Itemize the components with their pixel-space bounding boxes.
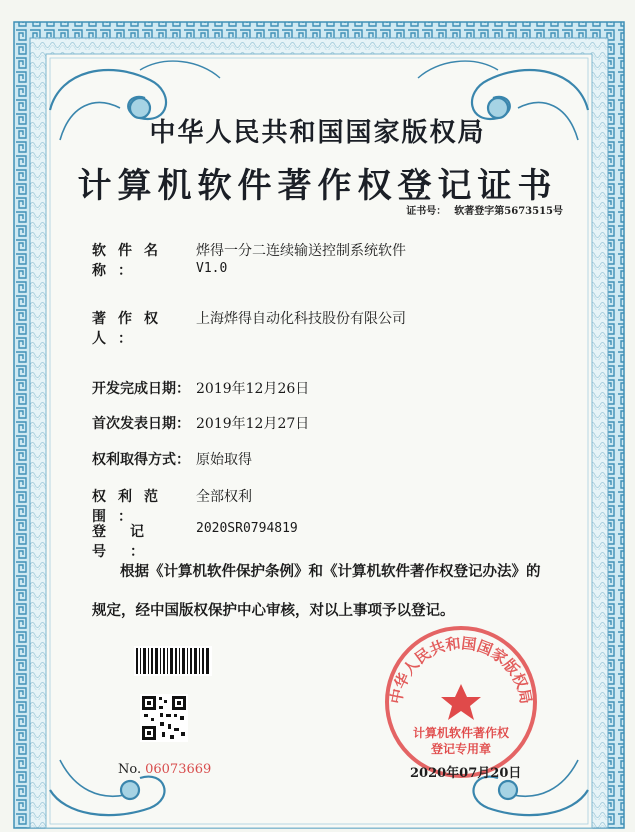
certificate-title: 计算机软件著作权登记证书 <box>77 166 558 206</box>
copyright-holder-value: 上海烨得自动化科技股份有限公司 <box>196 311 406 327</box>
dev-completed-label: 开发完成日期： <box>92 381 190 397</box>
software-name-value: 烨得一分二连续输送控制系统软件 <box>196 243 406 259</box>
first-published-value: 2019年12月27日 <box>196 416 310 432</box>
qr-code <box>140 694 188 742</box>
row-dev-completed <box>92 378 309 398</box>
copyright-holder-label: 著作权人： <box>92 311 170 347</box>
serial-number-value: 06073669 <box>145 762 212 777</box>
serial-number <box>118 762 211 777</box>
statement-line-2: 规定，经中国版权保护中心审核，对以上事项予以登记。 <box>92 602 455 619</box>
row-software-name <box>92 240 406 280</box>
certificate-number-label: 证书号： <box>406 206 447 217</box>
serial-number-label: No. <box>118 762 142 777</box>
registration-label: 登记号： <box>92 524 168 560</box>
row-first-published <box>92 413 309 433</box>
row-acquisition <box>92 449 252 469</box>
row-scope <box>92 486 252 526</box>
barcode <box>134 646 212 676</box>
acquisition-label: 权利取得方式： <box>92 452 190 468</box>
scope-value: 全部权利 <box>196 489 252 505</box>
issuer-heading: 中华人民共和国国家版权局 <box>149 118 486 148</box>
software-name-label: 软件名称： <box>92 243 170 279</box>
certificate-number-value: 软著登字第5673515号 <box>454 206 563 217</box>
first-published-label: 首次发表日期： <box>92 416 190 432</box>
row-copyright-holder <box>92 308 406 348</box>
seal-line-2: 登记专用章 <box>430 742 491 756</box>
acquisition-value: 原始取得 <box>196 452 252 468</box>
software-version-value: V1.0 <box>196 261 228 276</box>
issue-date: 2020年07月20日 <box>410 766 522 781</box>
seal-line-1: 计算机软件著作权 <box>412 726 509 740</box>
seal-arc-text: 中华人民共和国国家版权局 <box>386 634 536 706</box>
scope-label: 权利范围： <box>92 489 170 525</box>
registration-value: 2020SR0794819 <box>196 521 298 536</box>
dev-completed-value: 2019年12月26日 <box>196 381 310 397</box>
statement-line-1: 根据《计算机软件保护条例》和《计算机软件著作权登记办法》的 <box>120 563 541 580</box>
certificate-number <box>398 202 563 217</box>
